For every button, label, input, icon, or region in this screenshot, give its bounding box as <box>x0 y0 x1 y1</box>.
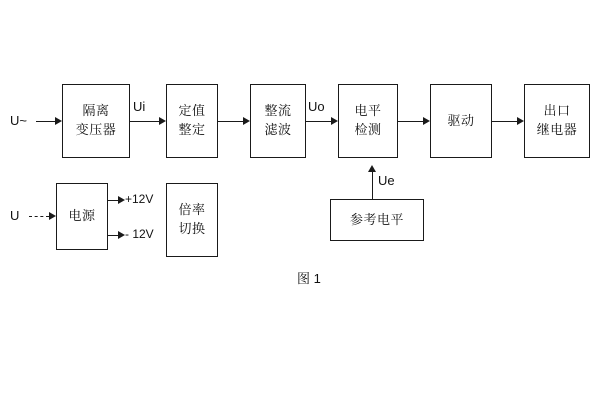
block-line: 整定 <box>178 122 206 137</box>
block-line: 检测 <box>354 122 382 137</box>
label-ui: Ui <box>133 99 146 114</box>
block-driver <box>430 84 492 158</box>
connector-setting-to-rectifier <box>218 121 243 122</box>
arrow-head <box>517 117 524 125</box>
block-line: 滤波 <box>264 122 292 137</box>
arrow-head <box>159 117 166 125</box>
figure-caption: 图 1 <box>297 271 321 286</box>
block-level-detection <box>338 84 398 158</box>
block-line: 参考电平 <box>349 211 404 227</box>
block-line: 电平 <box>354 103 382 119</box>
connector-input-to-power-supply <box>29 216 49 217</box>
block-reference-level <box>330 199 424 241</box>
block-output-relay <box>524 84 590 158</box>
block-line: 继电器 <box>536 122 578 137</box>
label-ue: Ue <box>378 173 395 188</box>
block-line: 切换 <box>178 221 206 236</box>
connector-input-to-isolation <box>36 121 55 122</box>
arrow-head <box>49 212 56 220</box>
connector-reference-to-detection <box>372 172 373 199</box>
block-line: 定值 <box>178 103 206 119</box>
block-multiplier-switch <box>166 183 218 257</box>
block-line: 电源 <box>68 208 96 224</box>
label-minus-12v: - 12V <box>125 227 154 241</box>
arrow-head <box>331 117 338 125</box>
block-power-supply <box>56 183 108 250</box>
block-isolation-transformer <box>62 84 130 158</box>
block-rectifier-filter <box>250 84 306 158</box>
arrow-head <box>243 117 250 125</box>
block-line: 出口 <box>543 103 571 119</box>
block-fixed-value-setting <box>166 84 218 158</box>
label-input-dc: U <box>10 208 20 223</box>
block-line: 变压器 <box>75 122 117 137</box>
block-line: 驱动 <box>447 112 475 128</box>
label-uo: Uo <box>308 99 325 114</box>
label-input-ac: U~ <box>10 113 27 128</box>
connector-detection-to-driver <box>398 121 423 122</box>
block-line: 倍率 <box>178 202 206 218</box>
connector-isolation-to-setting <box>130 121 159 122</box>
block-line: 隔离 <box>82 103 110 119</box>
arrow-head-up <box>368 165 376 172</box>
arrow-head <box>423 117 430 125</box>
label-plus-12v: +12V <box>125 192 154 206</box>
connector-rectifier-to-detection <box>306 121 331 122</box>
connector-driver-to-relay <box>492 121 517 122</box>
arrow-head <box>118 196 125 204</box>
arrow-head <box>55 117 62 125</box>
block-line: 整流 <box>264 103 292 119</box>
arrow-head <box>118 231 125 239</box>
